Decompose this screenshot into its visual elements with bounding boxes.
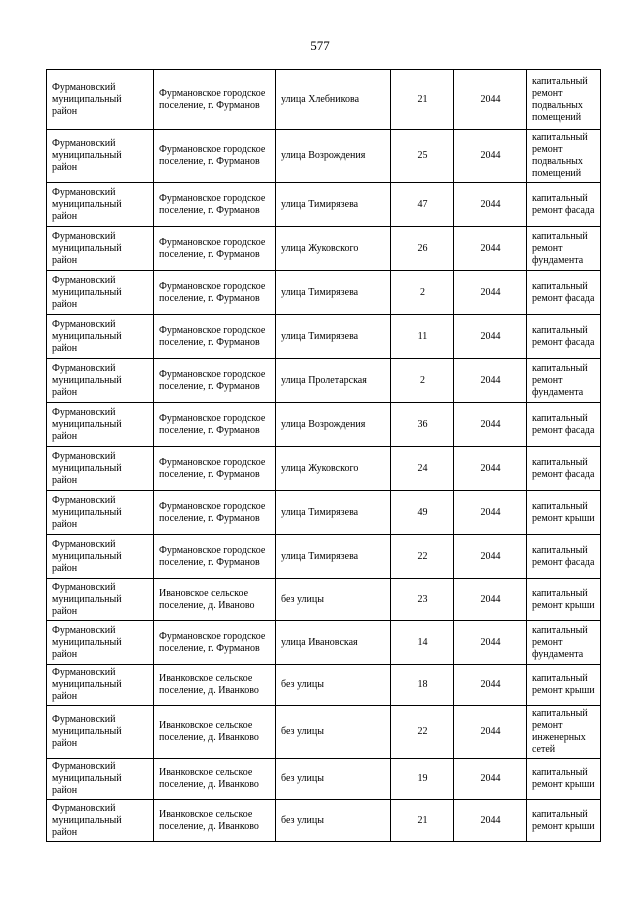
page-number: 577 <box>310 38 330 53</box>
district-cell: Фурмановский муниципальный район <box>47 130 154 183</box>
settlement-cell: Иванковское сельское поселение, д. Иванково <box>154 800 276 842</box>
settlement-cell: Фурмановское городское поселение, г. Фурманов <box>154 491 276 535</box>
settlement-cell: Фурмановское городское поселение, г. Фурманов <box>154 621 276 665</box>
settlement-cell: Иванковское сельское поселение, д. Иванково <box>154 759 276 800</box>
house-number-cell: 18 <box>391 665 454 706</box>
settlement-cell: Фурмановское городское поселение, г. Фурманов <box>154 315 276 359</box>
settlement-cell: Фурмановское городское поселение, г. Фурманов <box>154 227 276 271</box>
year-cell: 2044 <box>454 359 527 403</box>
year-cell: 2044 <box>454 621 527 665</box>
house-number-cell: 23 <box>391 579 454 621</box>
table-row <box>47 403 601 447</box>
street-cell: улица Тимирязева <box>276 535 391 579</box>
year-cell: 2044 <box>454 447 527 491</box>
work-type-cell: капитальный ремонт подвальных помещений <box>527 70 601 130</box>
table-row <box>47 491 601 535</box>
work-type-cell: капитальный ремонт фасада <box>527 271 601 315</box>
work-type-cell: капитальный ремонт подвальных помещений <box>527 130 601 183</box>
street-cell: улица Ивановская <box>276 621 391 665</box>
work-type-cell: капитальный ремонт крыши <box>527 579 601 621</box>
district-cell: Фурмановский муниципальный район <box>47 271 154 315</box>
house-number-cell: 21 <box>391 800 454 842</box>
year-cell: 2044 <box>454 403 527 447</box>
settlement-cell: Ивановское сельское поселение, д. Иваново <box>154 579 276 621</box>
street-cell: улица Возрождения <box>276 130 391 183</box>
table-row <box>47 579 601 621</box>
year-cell: 2044 <box>454 183 527 227</box>
street-cell: без улицы <box>276 706 391 759</box>
table-row <box>47 227 601 271</box>
work-type-cell: капитальный ремонт крыши <box>527 665 601 706</box>
district-cell: Фурмановский муниципальный район <box>47 759 154 800</box>
district-cell: Фурмановский муниципальный район <box>47 447 154 491</box>
district-cell: Фурмановский муниципальный район <box>47 227 154 271</box>
street-cell: без улицы <box>276 665 391 706</box>
house-number-cell: 26 <box>391 227 454 271</box>
settlement-cell: Фурмановское городское поселение, г. Фурманов <box>154 70 276 130</box>
table-row <box>47 706 601 759</box>
repair-schedule-table <box>46 69 601 842</box>
table-row <box>47 315 601 359</box>
settlement-cell: Иванковское сельское поселение, д. Иванково <box>154 665 276 706</box>
district-cell: Фурмановский муниципальный район <box>47 535 154 579</box>
street-cell: улица Тимирязева <box>276 183 391 227</box>
street-cell: без улицы <box>276 579 391 621</box>
table-row <box>47 621 601 665</box>
district-cell: Фурмановский муниципальный район <box>47 579 154 621</box>
district-cell: Фурмановский муниципальный район <box>47 315 154 359</box>
street-cell: улица Пролетарская <box>276 359 391 403</box>
work-type-cell: капитальный ремонт крыши <box>527 759 601 800</box>
street-cell: улица Возрождения <box>276 403 391 447</box>
work-type-cell: капитальный ремонт инженерных сетей <box>527 706 601 759</box>
table-row <box>47 447 601 491</box>
year-cell: 2044 <box>454 315 527 359</box>
house-number-cell: 19 <box>391 759 454 800</box>
street-cell: без улицы <box>276 800 391 842</box>
year-cell: 2044 <box>454 227 527 271</box>
settlement-cell: Фурмановское городское поселение, г. Фурманов <box>154 271 276 315</box>
street-cell: улица Тимирязева <box>276 271 391 315</box>
work-type-cell: капитальный ремонт крыши <box>527 800 601 842</box>
district-cell: Фурмановский муниципальный район <box>47 70 154 130</box>
street-cell: улица Тимирязева <box>276 491 391 535</box>
year-cell: 2044 <box>454 665 527 706</box>
table-row <box>47 800 601 842</box>
work-type-cell: капитальный ремонт фасада <box>527 535 601 579</box>
table-row <box>47 183 601 227</box>
street-cell: улица Жуковского <box>276 227 391 271</box>
work-type-cell: капитальный ремонт фасада <box>527 403 601 447</box>
table-body <box>47 70 601 842</box>
street-cell: улица Жуковского <box>276 447 391 491</box>
work-type-cell: капитальный ремонт фасада <box>527 315 601 359</box>
table-row <box>47 665 601 706</box>
district-cell: Фурмановский муниципальный район <box>47 403 154 447</box>
settlement-cell: Фурмановское городское поселение, г. Фурманов <box>154 535 276 579</box>
table-row <box>47 535 601 579</box>
year-cell: 2044 <box>454 579 527 621</box>
house-number-cell: 2 <box>391 359 454 403</box>
district-cell: Фурмановский муниципальный район <box>47 359 154 403</box>
house-number-cell: 2 <box>391 271 454 315</box>
table-row <box>47 130 601 183</box>
table-row <box>47 70 601 130</box>
street-cell: улица Тимирязева <box>276 315 391 359</box>
settlement-cell: Фурмановское городское поселение, г. Фурманов <box>154 403 276 447</box>
district-cell: Фурмановский муниципальный район <box>47 183 154 227</box>
district-cell: Фурмановский муниципальный район <box>47 800 154 842</box>
district-cell: Фурмановский муниципальный район <box>47 491 154 535</box>
street-cell: без улицы <box>276 759 391 800</box>
street-cell: улица Хлебникова <box>276 70 391 130</box>
settlement-cell: Иванковское сельское поселение, д. Иванково <box>154 706 276 759</box>
year-cell: 2044 <box>454 535 527 579</box>
settlement-cell: Фурмановское городское поселение, г. Фурманов <box>154 130 276 183</box>
house-number-cell: 49 <box>391 491 454 535</box>
house-number-cell: 22 <box>391 706 454 759</box>
work-type-cell: капитальный ремонт фундамента <box>527 359 601 403</box>
year-cell: 2044 <box>454 130 527 183</box>
work-type-cell: капитальный ремонт фундамента <box>527 621 601 665</box>
table-row <box>47 271 601 315</box>
house-number-cell: 36 <box>391 403 454 447</box>
district-cell: Фурмановский муниципальный район <box>47 621 154 665</box>
house-number-cell: 24 <box>391 447 454 491</box>
table-row <box>47 759 601 800</box>
year-cell: 2044 <box>454 271 527 315</box>
work-type-cell: капитальный ремонт фасада <box>527 183 601 227</box>
year-cell: 2044 <box>454 70 527 130</box>
house-number-cell: 47 <box>391 183 454 227</box>
table-row <box>47 359 601 403</box>
district-cell: Фурмановский муниципальный район <box>47 665 154 706</box>
house-number-cell: 11 <box>391 315 454 359</box>
settlement-cell: Фурмановское городское поселение, г. Фурманов <box>154 359 276 403</box>
work-type-cell: капитальный ремонт фасада <box>527 447 601 491</box>
work-type-cell: капитальный ремонт фундамента <box>527 227 601 271</box>
settlement-cell: Фурмановское городское поселение, г. Фурманов <box>154 447 276 491</box>
year-cell: 2044 <box>454 491 527 535</box>
district-cell: Фурмановский муниципальный район <box>47 706 154 759</box>
house-number-cell: 21 <box>391 70 454 130</box>
house-number-cell: 14 <box>391 621 454 665</box>
year-cell: 2044 <box>454 706 527 759</box>
work-type-cell: капитальный ремонт крыши <box>527 491 601 535</box>
house-number-cell: 22 <box>391 535 454 579</box>
year-cell: 2044 <box>454 800 527 842</box>
house-number-cell: 25 <box>391 130 454 183</box>
year-cell: 2044 <box>454 759 527 800</box>
settlement-cell: Фурмановское городское поселение, г. Фурманов <box>154 183 276 227</box>
